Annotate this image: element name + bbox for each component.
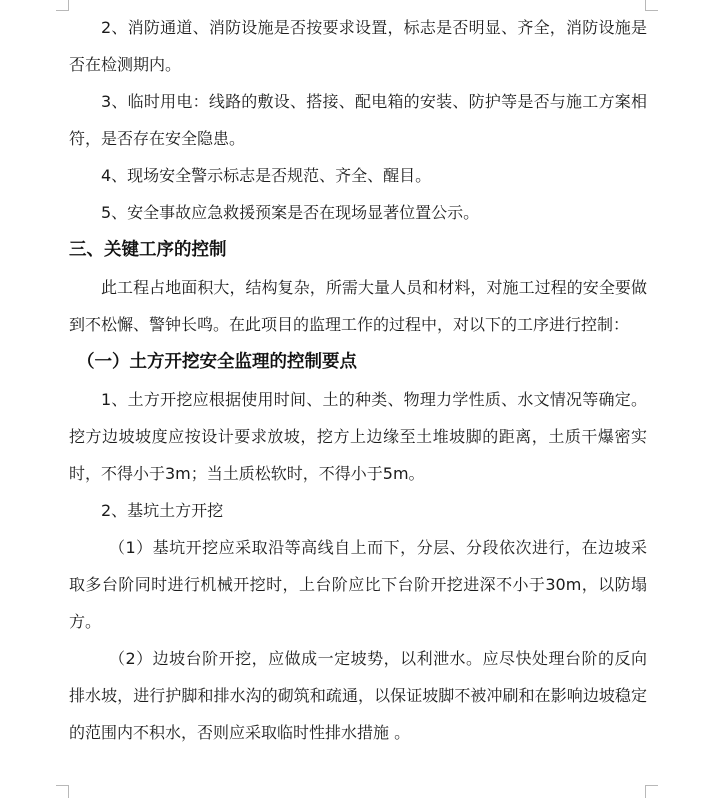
paragraph-item-2: （2）边坡台阶开挖，应做成一定坡势，以利泄水。应尽快处理台阶的反向排水坡，进行护脚和排水沟的砌筑和疏通，以保证坡脚不被冲刷和在影响边坡稳定的范围内不积水，否则应采取临时性排水措施 。 (69, 649, 647, 742)
page-corner-mark (56, 0, 69, 11)
subsection-heading: （一）土方开挖安全监理的控制要点 (77, 352, 357, 372)
paragraph-earthwork: 1、土方开挖应根据使用时间、土的种类、物理力学性质、水文情况等确定。挖方边坡坡度应按设计要求放坡，挖方上边缘至土堆坡脚的距离，土质干爆密实时，不得小于3m；当土质松软时，不得小于5m。 (69, 390, 647, 483)
page-corner-mark (645, 785, 658, 798)
section-heading: 三、关键工序的控制 (69, 240, 227, 260)
paragraph-emergency-plan: 5、安全事故应急救援预案是否在现场显著位置公示。 (101, 203, 480, 222)
paragraph-intro: 此工程占地面积大，结构复杂，所需大量人员和材料，对施工过程的安全要做到不松懈、警钟长鸣。在此项目的监理工作的过程中，对以下的工序进行控制： (69, 278, 647, 334)
paragraph-pit-excavation: 2、基坑土方开挖 (101, 501, 224, 520)
document-body (69, 9, 647, 751)
paragraph-fire-access: 2、消防通道、消防设施是否按要求设置，标志是否明显、齐全，消防设施是否在检测期内。 (69, 18, 647, 74)
paragraph-warning-signs: 4、现场安全警示标志是否规范、齐全、醒目。 (101, 166, 432, 185)
paragraph-item-1: （1）基坑开挖应采取沿等高线自上而下，分层、分段依次进行，在边坡采取多台阶同时进行机械开挖时，上台阶应比下台阶开挖进深不小于30m，以防塌方。 (69, 538, 647, 631)
paragraph-temporary-power: 3、临时用电：线路的敷设、搭接、配电箱的安装、防护等是否与施工方案相符，是否存在安全隐患。 (69, 92, 647, 148)
page-corner-mark (56, 785, 69, 798)
